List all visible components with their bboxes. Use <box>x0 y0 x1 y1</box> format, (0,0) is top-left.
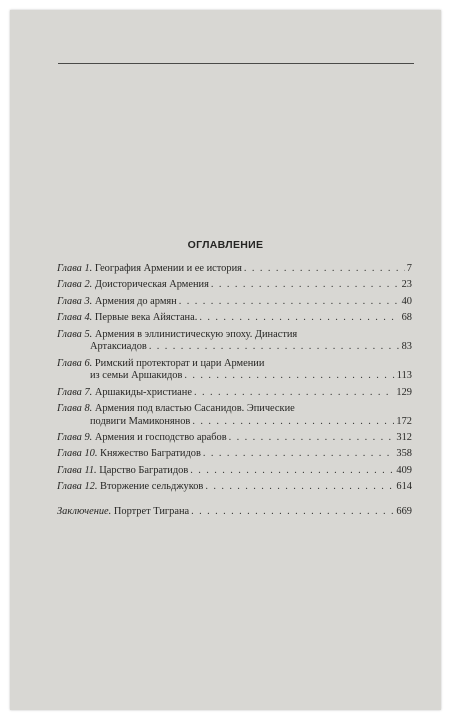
chapter-label: Глава 4. <box>57 312 93 324</box>
dot-leader <box>191 506 394 519</box>
chapter-title: Армения под властью Сасанидов. Эпические <box>94 402 295 414</box>
toc-line <box>57 263 412 276</box>
chapter-label: Глава 8. <box>57 402 93 414</box>
toc-line <box>57 432 412 445</box>
chapter-label: Глава 5. <box>57 328 93 340</box>
page-number: 614 <box>396 481 412 493</box>
chapter-label: Глава 12. <box>57 481 98 493</box>
toc-line <box>57 465 412 478</box>
page-number: 83 <box>401 341 412 353</box>
chapter-title: География Армении и ее история <box>94 263 242 274</box>
chapter-title: Доисторическая Армения <box>94 279 209 291</box>
page-number: 68 <box>401 312 412 324</box>
chapter-label: Заключение. <box>57 505 112 517</box>
page-number: 113 <box>396 370 412 382</box>
dot-leader <box>184 370 394 383</box>
toc-line <box>57 341 412 354</box>
chapter-label: Глава 2. <box>57 279 93 291</box>
chapter-title: Артаксиадов <box>90 341 147 353</box>
dot-leader <box>194 387 394 400</box>
toc-entry <box>57 296 412 309</box>
toc-entry <box>57 387 412 400</box>
toc-entry <box>57 403 412 428</box>
dot-leader <box>149 341 400 354</box>
page-number: 669 <box>396 505 412 517</box>
toc-heading: ОГЛАВЛЕНИЕ <box>187 239 264 251</box>
toc-entry <box>57 329 412 354</box>
page-number: 7 <box>406 263 412 274</box>
toc-entry <box>57 432 412 445</box>
toc-line <box>57 370 412 383</box>
toc-entry <box>57 279 412 292</box>
toc-line <box>57 481 412 494</box>
chapter-title: подвиги Мамиконянов <box>90 415 191 427</box>
chapter-label: Глава 7. <box>57 386 93 398</box>
toc-line <box>57 403 412 416</box>
chapter-title: Армения до армян <box>94 295 177 307</box>
dot-leader <box>192 416 394 429</box>
page-number: 409 <box>396 464 412 476</box>
chapter-title: Вторжение сельджуков <box>100 481 204 493</box>
dot-leader <box>179 296 400 309</box>
page-number: 172 <box>396 415 412 427</box>
toc-line <box>57 416 412 429</box>
toc-entry <box>57 506 412 519</box>
page-number: 23 <box>401 279 412 291</box>
chapter-label: Глава 11. <box>57 464 97 476</box>
chapter-label: Глава 1. <box>57 263 93 274</box>
toc-entry <box>57 448 412 461</box>
chapter-label: Глава 6. <box>57 357 93 369</box>
page-number: 129 <box>396 386 412 398</box>
toc-entry <box>57 465 412 478</box>
table-of-contents <box>57 263 412 522</box>
toc-line <box>57 329 412 342</box>
dot-leader <box>199 312 399 325</box>
toc-line <box>57 448 412 461</box>
toc-entry <box>57 312 412 325</box>
toc-line <box>57 279 412 292</box>
page-number: 358 <box>396 448 412 460</box>
dot-leader <box>244 263 405 276</box>
chapter-title: Портрет Тиграна <box>113 505 190 517</box>
page-number: 40 <box>401 295 412 307</box>
chapter-title: Первые века Айястана. <box>94 312 198 324</box>
chapter-title: Армения и господство арабов <box>94 431 227 443</box>
chapter-label: Глава 9. <box>57 431 93 443</box>
dot-leader <box>229 432 395 445</box>
toc-line <box>57 296 412 309</box>
page-number: 312 <box>396 431 412 443</box>
toc-line <box>57 387 412 400</box>
toc-entry <box>57 358 412 383</box>
chapter-title: из семьи Аршакидов <box>90 370 183 382</box>
chapter-label: Глава 10. <box>57 448 98 460</box>
dot-leader <box>190 465 394 478</box>
toc-entry <box>57 263 412 276</box>
dot-leader <box>211 279 400 292</box>
dot-leader <box>205 481 394 494</box>
chapter-label: Глава 3. <box>57 295 93 307</box>
toc-line <box>57 358 412 371</box>
chapter-title: Армения в эллинистическую эпоху. Династия <box>94 328 298 340</box>
chapter-title: Царство Багратидов <box>99 464 189 476</box>
chapter-title: Аршакиды-христиане <box>94 386 192 398</box>
book-page <box>10 10 441 710</box>
chapter-title: Римский протекторат и цари Армении <box>94 357 265 369</box>
dot-leader <box>203 448 395 461</box>
toc-line <box>57 506 412 519</box>
toc-line <box>57 312 412 325</box>
header-rule <box>58 63 414 64</box>
toc-entry <box>57 481 412 494</box>
chapter-title: Княжество Багратидов <box>100 448 201 460</box>
